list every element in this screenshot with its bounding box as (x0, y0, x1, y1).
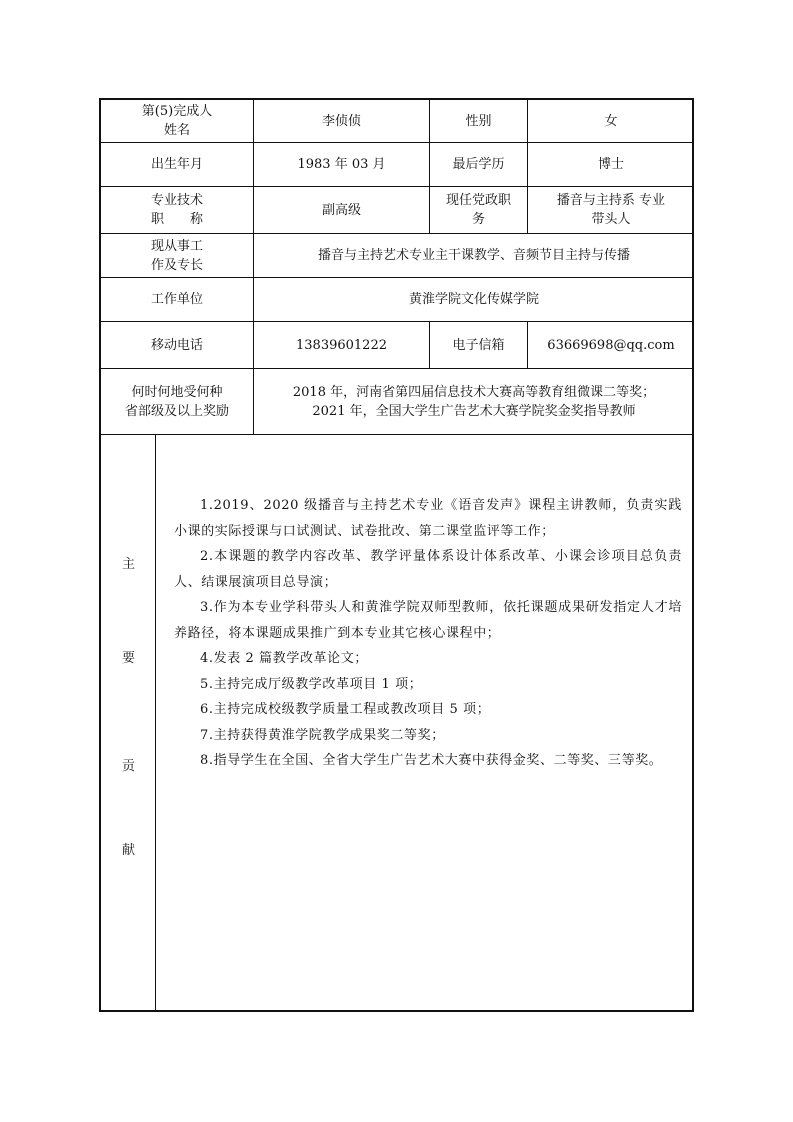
contributions-label-char-2: 要 (121, 651, 135, 666)
position-label-line2: 务 (471, 212, 485, 227)
contribution-item-8: 8.指导学生在全国、全省大学生广告艺术大赛中获得金奖、二等奖、三等奖。 (200, 753, 663, 768)
name-label (101, 100, 253, 142)
work-label (101, 234, 253, 277)
education-label: 最后学历 (429, 143, 527, 186)
row-birth (101, 143, 692, 187)
row-title (101, 187, 692, 234)
title-label (101, 187, 253, 233)
contribution-item-1: 1.2019、2020 级播音与主持艺术专业《语音发声》课程主讲教师，负责实践小课的实际授课与口试测试、试卷批改、第二课堂监评等工作； (174, 498, 682, 539)
name-value: 李侦侦 (253, 100, 429, 142)
birth-value: 1983 年 03 月 (253, 143, 429, 186)
contributions-label-char-4: 献 (121, 843, 135, 858)
unit-value: 黄淮学院文化传媒学院 (253, 278, 694, 321)
work-label-line1: 现从事工 (150, 238, 203, 254)
work-label-line2: 作及专长 (150, 257, 203, 273)
email-label: 电子信箱 (429, 322, 527, 368)
awards-label-line1: 何时何地受何种 (131, 384, 223, 400)
position-value (527, 187, 694, 233)
position-label-line1: 现任党政职 (445, 193, 511, 208)
personnel-form-table (99, 98, 694, 1012)
position-value-line2: 带头人 (591, 212, 631, 227)
gender-value: 女 (527, 100, 694, 142)
work-value: 播音与主持艺术专业主干课教学、音频节目主持与传播 (253, 234, 694, 277)
row-contributions (101, 435, 692, 1012)
contribution-item-2: 2.本课题的教学内容改革、教学评量体系设计体系改革、小课会诊项目总负责人、结课展演项目总导演； (174, 549, 682, 590)
birth-label: 出生年月 (150, 157, 203, 172)
award-line-1: 2018 年，河南省第四届信息技术大赛高等教育组微课二等奖； (292, 384, 656, 400)
title-value: 副高级 (253, 187, 429, 233)
gender-label: 性别 (429, 100, 527, 142)
contributions-label-char-1: 主 (121, 557, 135, 572)
contributions-body (156, 435, 692, 1012)
awards-value (253, 369, 694, 434)
row-awards (101, 369, 692, 435)
contributions-label-char-3: 贡 (121, 759, 135, 774)
contribution-item-7: 7.主持获得黄淮学院教学成果奖二等奖； (200, 727, 445, 743)
education-value: 博士 (527, 143, 694, 186)
awards-label (101, 369, 253, 434)
title-label-line2: 职 称 (150, 212, 203, 227)
position-value-line1: 播音与主持系 专业 (556, 193, 666, 208)
contribution-item-6: 6.主持完成校级教学质量工程或教改项目 5 项； (200, 702, 491, 717)
name-label-line2: 姓名 (163, 123, 190, 138)
phone-value: 13839601222 (253, 322, 429, 368)
name-label-line1: 第(5)完成人 (141, 104, 213, 119)
row-work (101, 234, 692, 278)
contribution-item-3: 3.作为本专业学科带头人和黄淮学院双师型教师，依托课题成果研发指定人才培养路径，将本课题成果推广到本专业其它核心课程中； (174, 600, 682, 641)
phone-label: 移动电话 (150, 337, 203, 353)
unit-label: 工作单位 (150, 292, 203, 307)
title-label-line1: 专业技术 (150, 193, 203, 208)
row-name (101, 100, 692, 143)
award-line-2: 2021 年，全国大学生广告艺术大赛学院奖金奖指导教师 (312, 403, 636, 419)
contributions-label (101, 435, 156, 1012)
row-contact (101, 322, 692, 369)
awards-label-line2: 省部级及以上奖励 (124, 403, 229, 419)
row-unit (101, 278, 692, 322)
contribution-item-5: 5.主持完成厅级教学改革项目 1 项； (200, 676, 423, 692)
contribution-item-4: 4.发表 2 篇教学改革论文； (200, 651, 368, 666)
email-value: 63669698@qq.com (527, 322, 694, 368)
position-label (429, 187, 527, 233)
